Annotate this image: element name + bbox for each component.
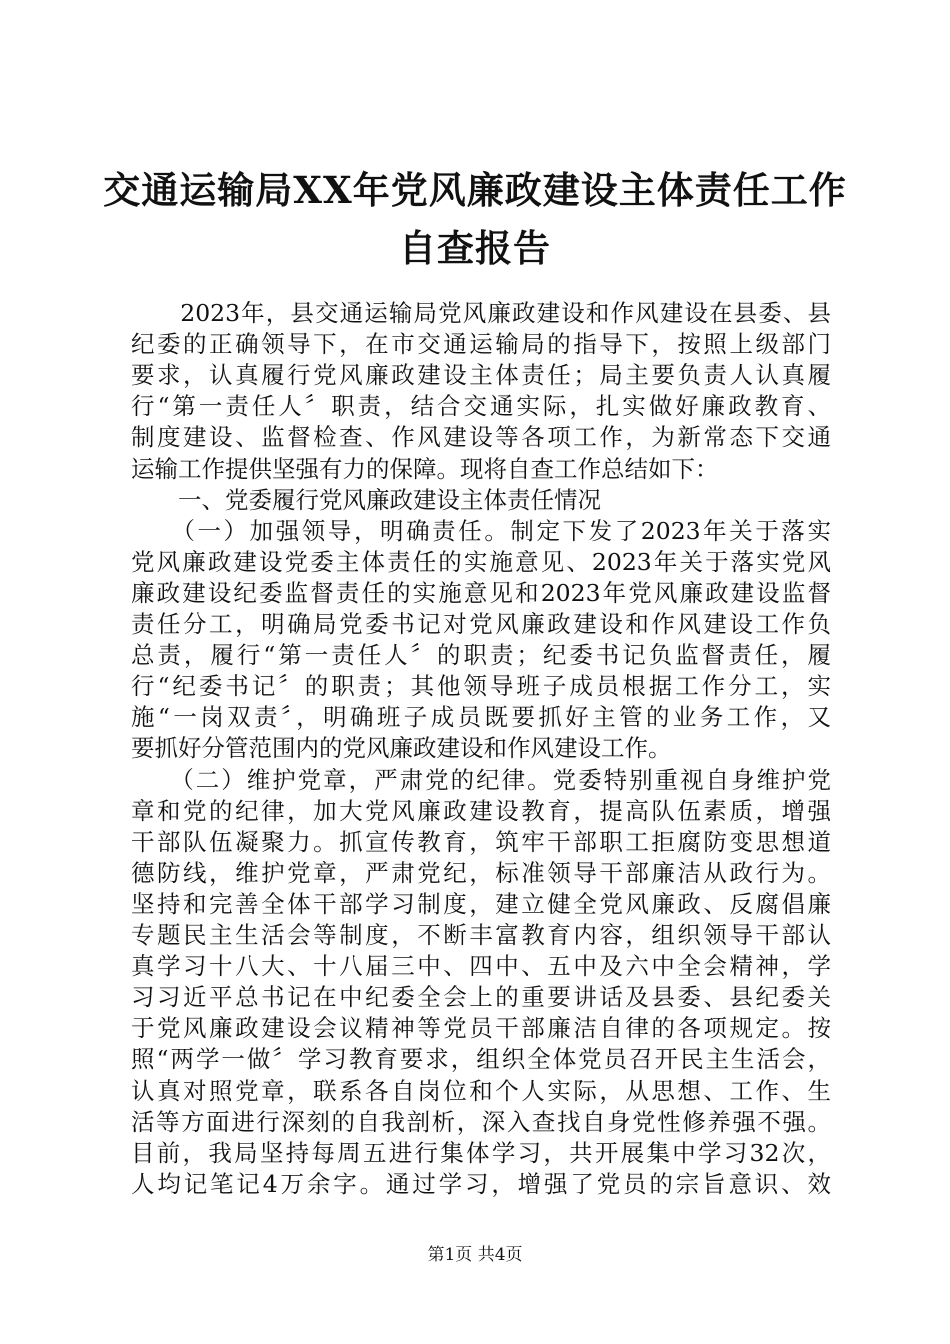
paragraph-line: 照“两学一做〞学习教育要求，组织全体党员召开民主生活会，: [131, 1045, 831, 1074]
paragraph-line: 党风廉政建设党委主体责任的实施意见、2023年关于落实党风: [131, 547, 831, 576]
paragraph-line: 廉政建设纪委监督责任的实施意见和2023年党风廉政建设监督: [131, 578, 831, 607]
paragraph-line: 责任分工，明确局党委书记对党风廉政建设和作风建设工作负: [131, 610, 831, 638]
page-footer: 第1页 共4页: [427, 1245, 523, 1265]
paragraph-line: 于党风廉政建设会议精神等党员干部廉洁自律的各项规定。按: [131, 1014, 831, 1043]
paragraph-line: 要求，认真履行党风廉政建设主体责任；局主要负责人认真履: [131, 361, 831, 390]
paragraph-line: 坚持和完善全体干部学习制度，建立健全党风廉政、反腐倡廉: [131, 889, 831, 918]
paragraph-line: 运输工作提供坚强有力的保障。现将自查工作总结如下：: [131, 454, 719, 483]
paragraph-line: 章和党的纪律，加大党风廉政建设教育，提高队伍素质，增强: [131, 796, 831, 825]
paragraph-line: 要抓好分管范围内的党风廉政建设和作风建设工作。: [131, 734, 672, 763]
paragraph-line: 2023年，县交通运输局党风廉政建设和作风建设在县委、县: [131, 299, 831, 327]
paragraph-line: 活等方面进行深刻的自我剖析，深入查找自身党性修养强不强。: [131, 1107, 831, 1136]
paragraph-line: 总责，履行“第一责任人〞的职责；纪委书记负监督责任，履: [131, 641, 831, 670]
paragraph-line: 制度建设、监督检查、作风建设等各项工作，为新常态下交通: [131, 423, 831, 452]
paragraph-line: 德防线，维护党章，严肃党纪，标准领导干部廉洁从政行为。: [131, 858, 831, 887]
paragraph-line: 真学习十八大、十八届三中、四中、五中及六中全会精神，学: [131, 952, 831, 981]
paragraph-line: 认真对照党章，联系各自岗位和个人实际，从思想、工作、生: [131, 1076, 831, 1105]
paragraph-line: 施“一岗双责〞，明确班子成员既要抓好主管的业务工作，又: [131, 703, 831, 732]
paragraph-line: 人均记笔记4万余字。通过学习，增强了党员的宗旨意识、效: [131, 1169, 831, 1198]
paragraph-line: （一）加强领导，明确责任。制定下发了2023年关于落实: [131, 516, 831, 545]
paragraph-line: 专题民主生活会等制度，不断丰富教育内容，组织领导干部认: [131, 921, 831, 949]
paragraph-line: （二）维护党章，严肃党的纪律。党委特别重视自身维护党: [131, 765, 831, 794]
paragraph-line: 习习近平总书记在中纪委全会上的重要讲话及县委、县纪委关: [131, 983, 831, 1012]
document-title-line-2: 自查报告: [399, 226, 551, 270]
document-title-line-1: 交通运输局XX年党风廉政建设主体责任工作: [103, 168, 847, 212]
paragraph-line: 行“纪委书记〞的职责；其他领导班子成员根据工作分工，实: [131, 672, 831, 701]
paragraph-line: 一、党委履行党风廉政建设主体责任情况: [131, 485, 601, 514]
paragraph-line: 行“第一责任人〞职责，结合交通实际，扎实做好廉政教育、: [131, 392, 831, 421]
paragraph-line: 目前，我局坚持每周五进行集体学习，共开展集中学习32次，: [131, 1138, 831, 1167]
paragraph-line: 干部队伍凝聚力。抓宣传教育，筑牢干部职工拒腐防变思想道: [131, 827, 831, 856]
paragraph-line: 纪委的正确领导下，在市交通运输局的指导下，按照上级部门: [131, 330, 831, 359]
